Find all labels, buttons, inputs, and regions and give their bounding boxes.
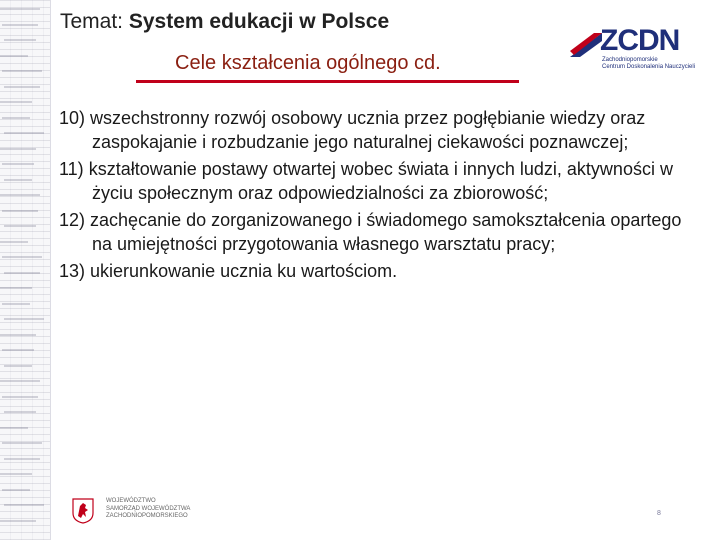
handwriting-line: [4, 318, 44, 320]
slide-subtitle: Cele kształcenia ogólnego cd.: [175, 52, 441, 74]
zcdn-logo-icon: [570, 29, 602, 57]
list-item: [59, 208, 699, 256]
org-line-3: ZACHODNIOPOMORSKIEGO: [106, 513, 188, 519]
handwriting-line: [2, 396, 38, 398]
handwriting-line: [0, 194, 40, 196]
logo-tagline-line2: Centrum Doskonalenia Nauczycieli: [602, 64, 696, 70]
handwriting-line: [0, 427, 28, 429]
handwriting-line: [2, 489, 30, 491]
handwriting-line: [4, 458, 40, 460]
handwriting-line: [4, 272, 40, 274]
handwriting-line: [0, 55, 28, 57]
title-underline: [136, 80, 519, 83]
handwriting-line: [4, 39, 36, 41]
item-number: 12): [59, 210, 86, 230]
org-line-1: WOJEWÓDZTWO: [106, 498, 156, 504]
logo-tagline-line1: Zachodniopomorskie: [602, 57, 658, 63]
handwriting-line: [4, 132, 44, 134]
slide-header: [60, 10, 389, 34]
goals-list: [59, 106, 699, 286]
item-text: wszechstronny rozwój osobowy ucznia przez pogłębianie wiedzy oraz zaspokajanie i rozbudzanie jego naturalnej ciekawości poznawczej;: [90, 108, 646, 152]
handwriting-line: [0, 334, 36, 336]
item-text: kształtowanie postawy otwartej wobec świata i innych ludzi, aktywności w życiu społecznym oraz odpowiedzialności za zbiorowość;: [88, 159, 673, 203]
zcdn-logo: [570, 24, 696, 73]
footer-org-logo: [72, 494, 212, 530]
page-number: 8: [657, 510, 661, 517]
title-prefix: Temat:: [60, 10, 129, 33]
handwriting-line: [0, 241, 28, 243]
handwriting-line: [4, 365, 32, 367]
handwriting-line: [4, 225, 36, 227]
handwriting-line: [2, 163, 34, 165]
handwriting-line: [2, 442, 42, 444]
griffin-crest-icon: [72, 498, 94, 524]
handwriting-line: [2, 24, 38, 26]
handwriting-line: [0, 8, 40, 10]
title-topic: System edukacji w Polsce: [128, 10, 390, 33]
handwriting-line: [0, 148, 36, 150]
logo-wordmark: ZCDN: [600, 24, 680, 57]
handwriting-line: [4, 504, 44, 506]
handwriting-line: [2, 210, 38, 212]
handwriting-line: [2, 117, 30, 119]
handwriting-line: [0, 380, 40, 382]
item-number: 11): [59, 159, 84, 179]
org-line-2: SAMORZĄD WOJEWÓDZTWA: [106, 505, 191, 512]
item-number: 10): [59, 108, 86, 128]
handwriting-line: [2, 256, 42, 258]
item-text: ukierunkowanie ucznia ku wartościom.: [90, 261, 398, 281]
list-item: [59, 259, 699, 283]
item-text: zachęcanie do zorganizowanego i świadomego samokształcenia opartego na umiejętności przygotowania własnego warsztatu pracy;: [90, 210, 682, 254]
handwriting-line: [0, 520, 36, 522]
list-item: [59, 157, 699, 205]
handwriting-line: [4, 179, 32, 181]
handwriting-line: [4, 411, 36, 413]
handwriting-line: [2, 349, 34, 351]
handwriting-line: [0, 101, 32, 103]
handwriting-line: [4, 86, 40, 88]
handwriting-line: [2, 303, 30, 305]
slide-title: [60, 10, 389, 34]
footer-org-name: [106, 498, 190, 521]
list-item: [59, 106, 699, 154]
logo-tagline: [602, 57, 695, 71]
item-number: 13): [59, 261, 86, 281]
handwriting-line: [2, 70, 42, 72]
handwritten-side-strip: [0, 0, 51, 540]
handwriting-line: [0, 473, 32, 475]
handwriting-line: [0, 287, 32, 289]
